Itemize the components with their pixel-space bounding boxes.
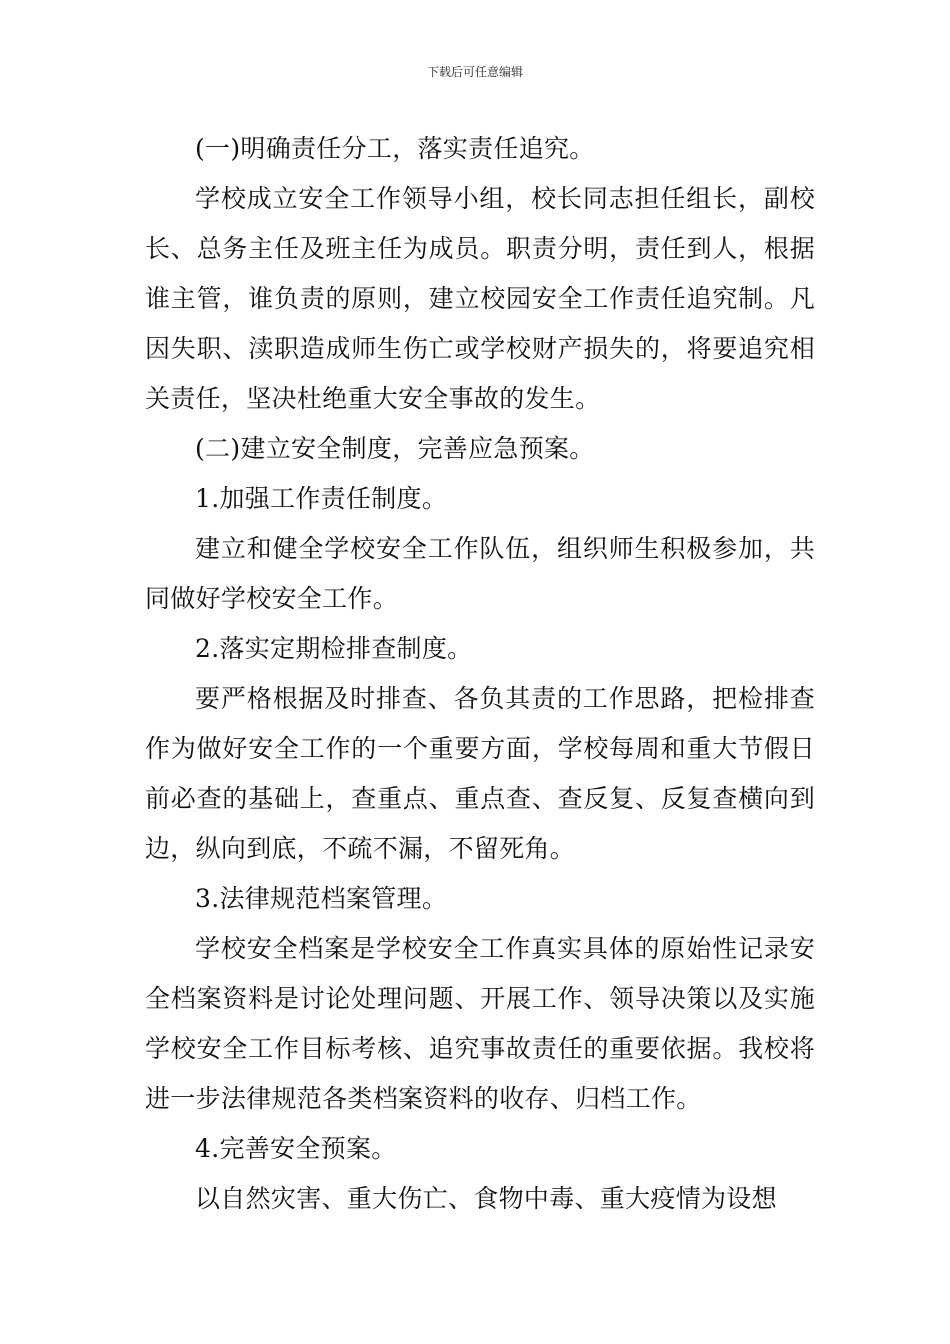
section-heading-safety-system: (二)建立安全制度，完善应急预案。 xyxy=(195,434,595,463)
section-heading-responsibility: (一)明确责任分工，落实责任追究。 xyxy=(195,134,595,163)
document-body xyxy=(145,124,815,1224)
paragraph-archives: 学校安全档案是学校安全工作真实具体的原始性记录安全档案资料是讨论处理问题、开展工作、领导决策以及实施学校安全工作目标考核、追究事故责任的重要依据。我校将进一步法律规范各类档案资料的收存、归档工作。 xyxy=(145,934,815,1113)
paragraph-emergency-plan: 以自然灾害、重大伤亡、食物中毒、重大疫情为设想 xyxy=(195,1184,777,1213)
paragraph-safety-leadership: 学校成立安全工作领导小组，校长同志担任组长，副校长、总务主任及班主任为成员。职责分明，责任到人，根据谁主管，谁负责的原则，建立校园安全工作责任追究制。凡因失职、渎职造成师生伤亡或学校财产损失的，将要追究相关责任，坚决杜绝重大安全事故的发生。 xyxy=(145,184,815,413)
item-heading-4: 4.完善安全预案。 xyxy=(195,1134,397,1163)
page-header-note: 下载后可任意编辑 xyxy=(426,65,523,79)
item-heading-1: 1.加强工作责任制度。 xyxy=(195,484,448,513)
paragraph-inspection: 要严格根据及时排查、各负其责的工作思路，把检排查作为做好安全工作的一个重要方面，学校每周和重大节假日前必查的基础上，查重点、重点查、查反复、反复查横向到边，纵向到底，不疏不漏，不留死角。 xyxy=(145,684,815,863)
item-heading-2: 2.落实定期检排查制度。 xyxy=(195,634,473,663)
paragraph-safety-team: 建立和健全学校安全工作队伍，组织师生积极参加，共同做好学校安全工作。 xyxy=(145,534,815,613)
item-heading-3: 3.法律规范档案管理。 xyxy=(195,884,448,913)
